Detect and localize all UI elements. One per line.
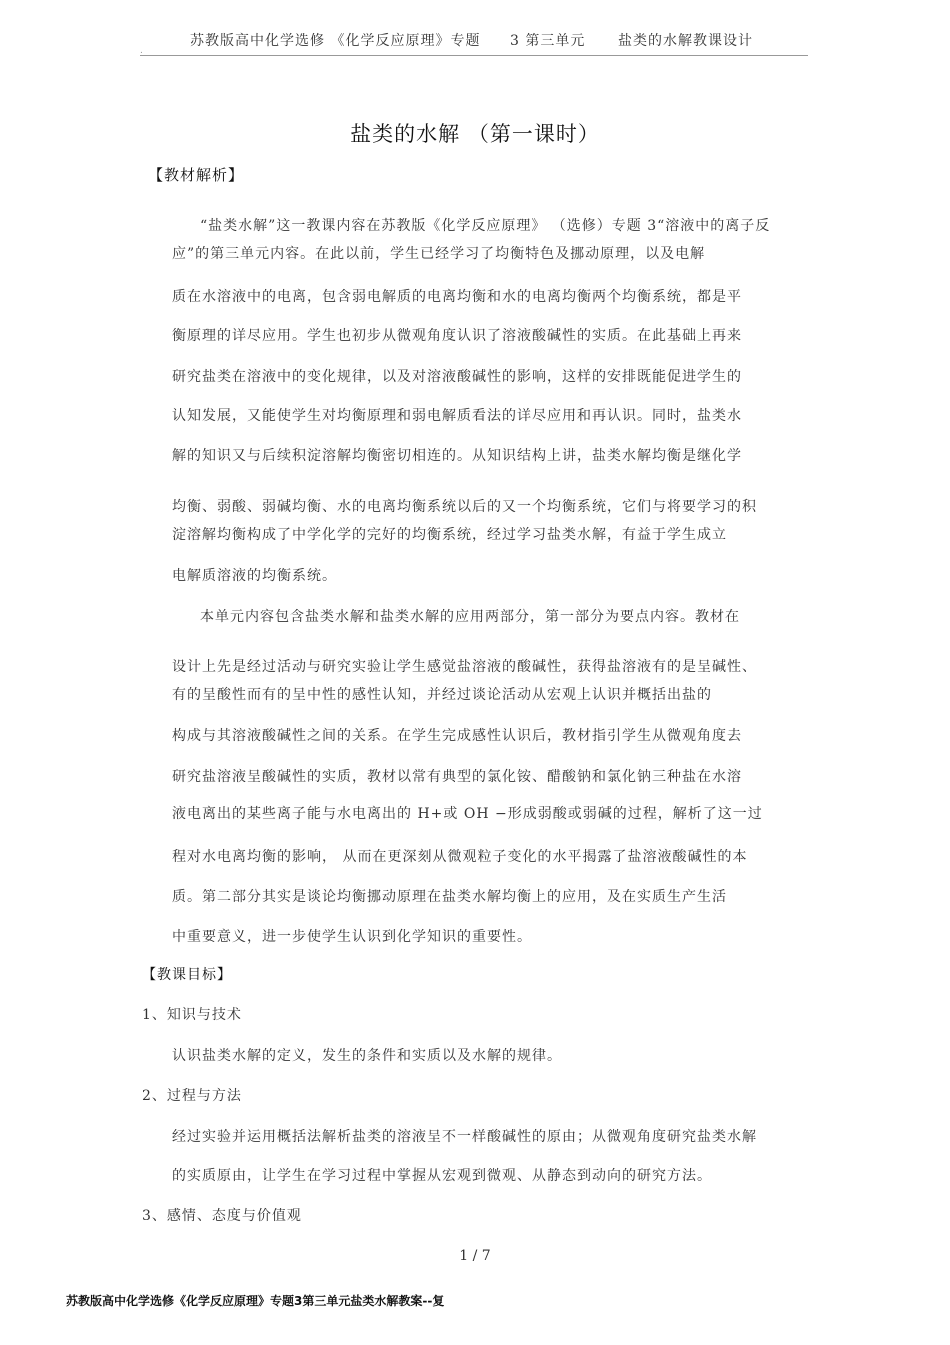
- analysis-line: 解的知识又与后续积淀溶解均衡密切相连的。从知识结构上讲，盐类水解均衡是继化学: [172, 448, 742, 464]
- analysis-line: 认知发展，又能使学生对均衡原理和弱电解质看法的详尽应用和再认识。同时，盐类水: [172, 408, 742, 424]
- analysis-line: 均衡、弱酸、弱碱均衡、水的电离均衡系统以后的又一个均衡系统，它们与将要学习的积: [172, 499, 757, 515]
- section-heading-goals: 【教课目标】: [142, 967, 232, 983]
- goal-heading: 1、知识与技术: [142, 1007, 242, 1023]
- section-heading-analysis: 【教材解析】: [148, 166, 245, 184]
- analysis-line: 有的呈酸性而有的呈中性的感性认知，并经过谈论活动从宏观上认识并概括出盐的: [172, 687, 712, 703]
- header-unit: 3 第三单元: [510, 33, 586, 49]
- goal-line: 经过实验并运用概括法解析盐类的溶液呈不一样酸碱性的原由；从微观角度研究盐类水解: [172, 1129, 757, 1145]
- header-course: 苏教版高中化学选修 《化学反应原理》专题: [190, 33, 481, 49]
- analysis-line: 设计上先是经过活动与研究实验让学生感觉盐溶液的酸碱性，获得盐溶液有的是呈碱性、: [172, 659, 757, 675]
- header-mark: .: [140, 46, 143, 56]
- page-number: 1 / 7: [459, 1248, 491, 1264]
- analysis-line: 液电离出的某些离子能与水电离出的 H+或 OH −形成弱酸或弱碱的过程，解析了这一过: [172, 806, 763, 822]
- document-footer-note: 苏教版高中化学选修《化学反应原理》专题3第三单元盐类水解教案--复: [66, 1294, 445, 1308]
- goal-line: 的实质原由，让学生在学习过程中掌握从宏观到微观、从静态到动向的研究方法。: [172, 1168, 712, 1184]
- goal-heading: 3、感情、态度与价值观: [142, 1208, 302, 1224]
- analysis-line: 构成与其溶液酸碱性之间的关系。在学生完成感性认识后，教材指引学生从微观角度去: [172, 728, 742, 744]
- goal-heading: 2、过程与方法: [142, 1088, 242, 1104]
- analysis-line: 电解质溶液的均衡系统。: [172, 568, 337, 584]
- analysis-line: 衡原理的详尽应用。学生也初步从微观角度认识了溶液酸碱性的实质。在此基础上再来: [172, 328, 742, 344]
- analysis-line: 本单元内容包含盐类水解和盐类水解的应用两部分，第一部分为要点内容。教材在: [200, 609, 740, 625]
- analysis-line: 程对水电离均衡的影响， 从而在更深刻从微观粒子变化的水平揭露了盐溶液酸碱性的本: [172, 849, 748, 865]
- analysis-line: 研究盐溶液呈酸碱性的实质，教材以常有典型的氯化铵、醋酸钠和氯化钠三种盐在水溶: [172, 769, 742, 785]
- analysis-line: 质。第二部分其实是谈论均衡挪动原理在盐类水解均衡上的应用，及在实质生产生活: [172, 889, 727, 905]
- analysis-line: “盐类水解”这一教课内容在苏教版《化学反应原理》 （选修）专题 3“溶液中的离子反: [200, 218, 771, 234]
- analysis-line: 研究盐类在溶液中的变化规律，以及对溶液酸碱性的影响，这样的安排既能促进学生的: [172, 369, 742, 385]
- analysis-line: 应”的第三单元内容。在此以前，学生已经学习了均衡特色及挪动原理，以及电解: [172, 246, 706, 262]
- analysis-line: 中重要意义，进一步使学生认识到化学知识的重要性。: [172, 929, 532, 945]
- page-title: 盐类的水解 （第一课时）: [350, 122, 600, 146]
- header-lesson: 盐类的水解教课设计: [618, 33, 753, 49]
- analysis-line: 质在水溶液中的电离，包含弱电解质的电离均衡和水的电离均衡两个均衡系统，都是平: [172, 289, 742, 305]
- goal-line: 认识盐类水解的定义，发生的条件和实质以及水解的规律。: [172, 1048, 562, 1064]
- header-divider: [140, 55, 808, 56]
- analysis-line: 淀溶解均衡构成了中学化学的完好的均衡系统，经过学习盐类水解，有益于学生成立: [172, 527, 727, 543]
